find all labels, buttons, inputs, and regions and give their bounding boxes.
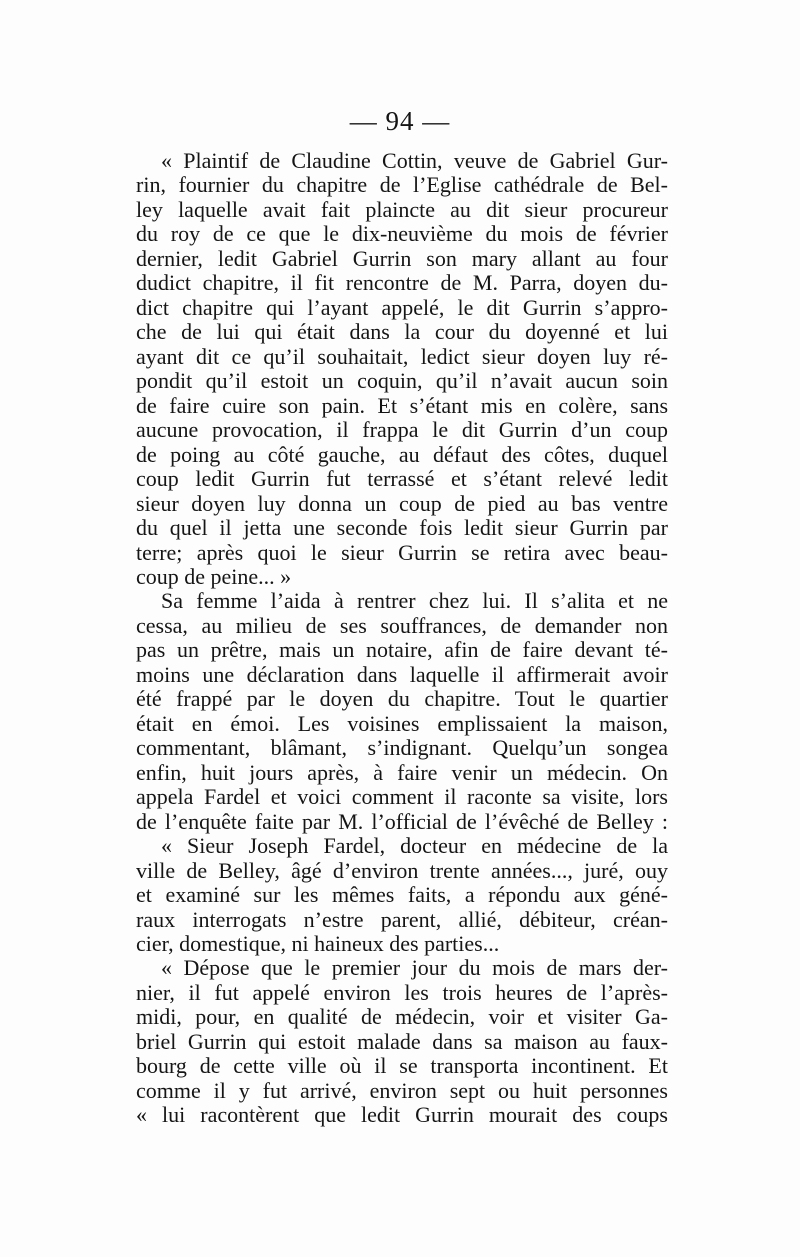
text-line: ley laquelle avait fait plaincte au dit sieur procureur	[136, 196, 668, 222]
text-line: dudict chapitre, il fit rencontre de M. Parra, doyen du-	[136, 270, 668, 296]
text-line: midi, pour, en qualité de médecin, voir et visiter Ga-	[136, 1004, 668, 1030]
text-line: « lui racontèrent que ledit Gurrin mourait des coups	[136, 1102, 668, 1128]
text-line: coup de peine... »	[136, 563, 292, 589]
text-line: « Dépose que le premier jour du mois de mars der-	[161, 955, 668, 981]
text-line: de poing au côté gauche, au défaut des côtes, duquel	[136, 441, 668, 467]
text-line: dict chapitre qui l’ayant appelé, le dit Gurrin s’appro-	[136, 294, 668, 320]
text-line: pas un prêtre, mais un notaire, afin de faire devant té-	[136, 637, 668, 663]
text-line: enfin, huit jours après, à faire venir un médecin. On	[136, 759, 668, 785]
text-line: terre; après quoi le sieur Gurrin se retira avec beau-	[136, 539, 668, 565]
text-line: raux interrogats n’estre parent, allié, débiteur, créan-	[136, 906, 668, 932]
page-number: — 94 —	[349, 106, 451, 136]
text-line: ville de Belley, âgé d’environ trente années..., juré, ouy	[136, 857, 668, 883]
text-line: été frappé par le doyen du chapitre. Tout le quartier	[136, 686, 668, 712]
text-line: Sa femme l’aida à rentrer chez lui. Il s’alita et ne	[161, 588, 668, 614]
text-line: du quel il jetta une seconde fois ledit sieur Gurrin par	[136, 515, 668, 541]
text-line: « Sieur Joseph Fardel, docteur en médecine de la	[161, 833, 668, 859]
text-line: cessa, au milieu de ses souffrances, de demander non	[136, 612, 668, 638]
text-line: sieur doyen luy donna un coup de pied au bas ventre	[136, 490, 668, 516]
text-line: aucune provocation, il frappa le dit Gurrin d’un coup	[136, 417, 668, 443]
text-line: coup ledit Gurrin fut terrassé et s’étant relevé ledit	[136, 466, 668, 492]
text-line: et examiné sur les mêmes faits, a répondu aux géné-	[136, 882, 668, 908]
text-line: briel Gurrin qui estoit malade dans sa maison au faux-	[136, 1028, 668, 1054]
text-line: rin, fournier du chapitre de l’Eglise cathédrale de Bel-	[136, 172, 668, 198]
text-line: nier, il fut appelé environ les trois heures de l’après-	[136, 979, 668, 1005]
text-line: comme il y fut arrivé, environ sept ou huit personnes	[136, 1077, 668, 1103]
text-line: bourg de cette ville où il se transporta incontinent. Et	[136, 1053, 668, 1079]
text-line: moins une déclaration dans laquelle il affirmerait avoir	[136, 661, 668, 687]
body-text	[136, 149, 668, 1128]
text-line: ayant dit ce qu’il souhaitait, ledict sieur doyen luy ré-	[136, 343, 668, 369]
text-line: cier, domestique, ni haineux des parties...	[136, 931, 500, 956]
text-line: appela Fardel et voici comment il raconte sa visite, lors	[136, 784, 668, 810]
text-line: était en émoi. Les voisines emplissaient la maison,	[136, 710, 668, 736]
text-line: dernier, ledit Gabriel Gurrin son mary allant au four	[136, 245, 668, 271]
text-line: che de lui qui était dans la cour du doyenné et lui	[136, 319, 668, 345]
text-line: pondit qu’il estoit un coquin, qu’il n’avait aucun soin	[136, 368, 668, 394]
text-line: commentant, blâmant, s’indignant. Quelqu’un songea	[136, 735, 668, 761]
text-line: de faire cuire son pain. Et s’étant mis en colère, sans	[136, 392, 668, 418]
text-line: de l’enquête faite par M. l’official de l’évêché de Belley :	[136, 808, 668, 834]
text-line: du roy de ce que le dix-neuvième du mois de février	[136, 221, 668, 247]
text-line: « Plaintif de Claudine Cottin, veuve de Gabriel Gur-	[161, 148, 668, 173]
